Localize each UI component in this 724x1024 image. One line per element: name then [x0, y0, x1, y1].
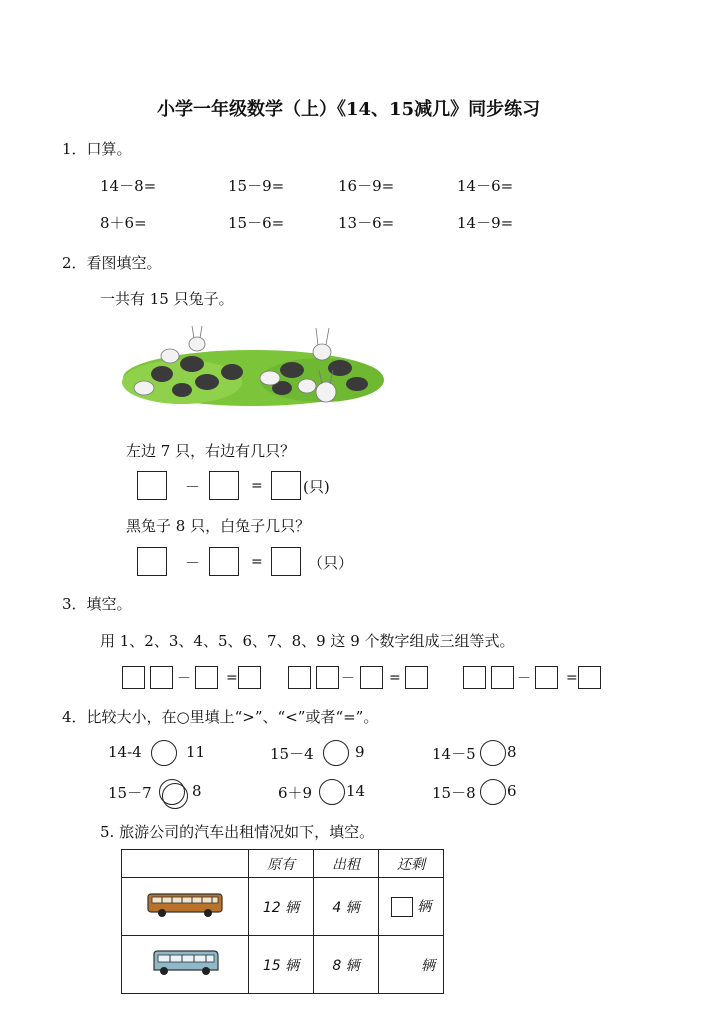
compare-right: 6	[507, 782, 517, 800]
digit-box[interactable]	[150, 666, 173, 689]
digit-box[interactable]	[535, 666, 558, 689]
q2-question-1: 左边 7 只，右边有几只？	[126, 442, 296, 460]
remaining-cell	[379, 878, 444, 936]
compare-right: 11	[186, 743, 206, 761]
compare-left: 15－4	[270, 745, 314, 763]
original-count: 12 辆	[249, 878, 314, 936]
q1-problem: 8＋6=	[100, 214, 147, 232]
answer-box[interactable]	[209, 471, 239, 500]
equals-sign: =	[226, 670, 238, 686]
compare-left: 15－7	[108, 784, 152, 802]
unit-label: (只)	[303, 478, 330, 496]
remaining-cell[interactable]	[379, 936, 444, 994]
q1-problem: 15－9=	[228, 177, 285, 195]
rabbits-illustration	[122, 322, 384, 408]
unit-label: （只）	[308, 554, 354, 572]
digit-box[interactable]	[405, 666, 428, 689]
table-header	[122, 850, 249, 878]
digit-box[interactable]	[316, 666, 339, 689]
compare-circle-shadow	[162, 783, 188, 809]
compare-left: 15－8	[432, 784, 476, 802]
minus-sign: －	[185, 478, 201, 496]
minus-sign: －	[517, 671, 531, 687]
coach-icon	[122, 936, 249, 994]
digit-box[interactable]	[195, 666, 218, 689]
rented-count: 8 辆	[314, 936, 379, 994]
equals-sign: =	[389, 670, 401, 686]
unit-label: 辆	[421, 957, 435, 974]
q1-heading: 1．口算。	[62, 140, 132, 158]
answer-box[interactable]	[137, 471, 167, 500]
q2-heading: 2．看图填空。	[62, 254, 162, 272]
minus-sign: －	[177, 671, 191, 687]
digit-box[interactable]	[288, 666, 311, 689]
compare-circle[interactable]	[319, 779, 345, 805]
q2-question-2: 黑兔子 8 只，白兔子几只？	[126, 517, 311, 535]
equals-sign: =	[251, 478, 263, 494]
compare-right: 8	[192, 782, 202, 800]
q2-intro: 一共有 15 只兔子。	[100, 290, 234, 308]
table-header: 还剩	[379, 850, 444, 878]
q3-heading: 3．填空。	[62, 595, 132, 613]
digit-box[interactable]	[463, 666, 486, 689]
compare-left: 14－5	[432, 745, 476, 763]
q4-heading: 4．比较大小，在○里填上“>”、“<”或者“=”。	[62, 708, 379, 726]
compare-circle[interactable]	[480, 779, 506, 805]
answer-box[interactable]	[271, 471, 301, 500]
answer-box[interactable]	[137, 547, 167, 576]
table-row	[122, 878, 444, 936]
digit-box[interactable]	[578, 666, 601, 689]
compare-circle[interactable]	[151, 740, 177, 766]
q1-problem: 13－6=	[338, 214, 395, 232]
q3-instruction: 用 1、2、3、4、5、6、7、8、9 这 9 个数字组成三组等式。	[100, 632, 515, 650]
compare-right: 8	[507, 743, 517, 761]
compare-circle[interactable]	[480, 740, 506, 766]
q1-problem: 16－9=	[338, 177, 395, 195]
q1-problem: 14－6=	[457, 177, 514, 195]
answer-box[interactable]	[391, 897, 413, 917]
digit-box[interactable]	[360, 666, 383, 689]
original-count: 15 辆	[249, 936, 314, 994]
rental-table	[121, 849, 444, 994]
equals-sign: =	[251, 554, 263, 570]
answer-box[interactable]	[209, 547, 239, 576]
digit-box[interactable]	[491, 666, 514, 689]
unit-label: 辆	[417, 899, 432, 915]
page-title: 小学一年级数学（上）《14、15减几》同步练习	[157, 99, 541, 120]
digit-box[interactable]	[122, 666, 145, 689]
rented-count: 4 辆	[314, 878, 379, 936]
compare-left: 6＋9	[278, 784, 313, 802]
table-header: 原有	[249, 850, 314, 878]
q1-problem: 14－9=	[457, 214, 514, 232]
minus-sign: －	[185, 554, 201, 572]
answer-box[interactable]	[271, 547, 301, 576]
q1-problem: 15－6=	[228, 214, 285, 232]
compare-circle[interactable]	[323, 740, 349, 766]
compare-left: 14-4	[108, 743, 142, 761]
q5-heading: 5. 旅游公司的汽车出租情况如下，填空。	[100, 823, 375, 841]
bus-icon	[122, 878, 249, 936]
digit-box[interactable]	[238, 666, 261, 689]
table-header: 出租	[314, 850, 379, 878]
equals-sign: =	[566, 670, 578, 686]
compare-right: 9	[355, 743, 365, 761]
q1-problem: 14－8=	[100, 177, 157, 195]
compare-right: 14	[346, 782, 366, 800]
minus-sign: －	[341, 671, 355, 687]
table-row	[122, 936, 444, 994]
